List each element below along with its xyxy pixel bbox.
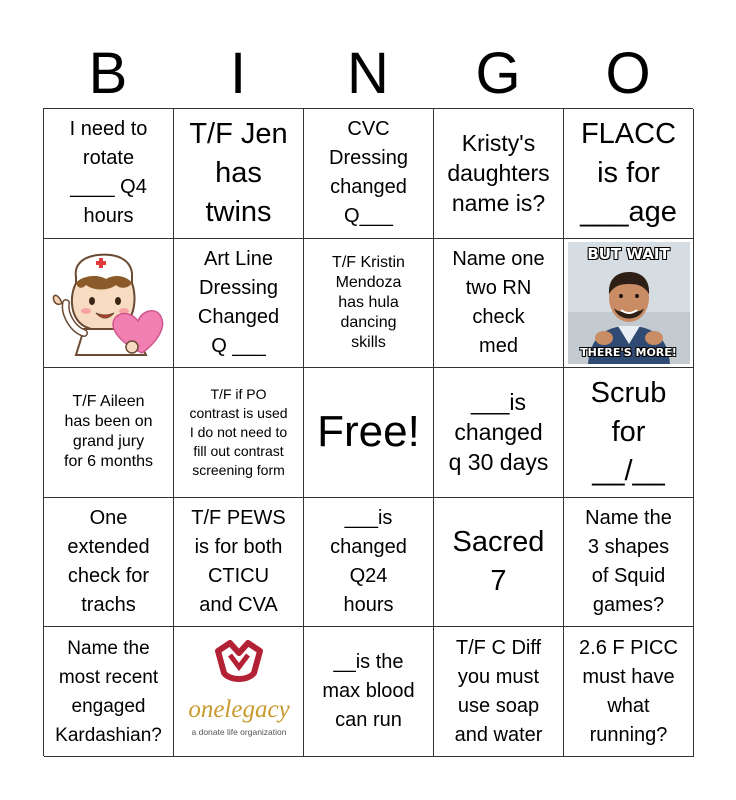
cell-text: T/F Jen has twins (189, 117, 288, 228)
bingo-cell-r3c5[interactable] (564, 368, 694, 498)
bingo-cell-r2c4[interactable] (434, 239, 564, 369)
cell-text: T/F Aileen has been on grand jury for 6 months (64, 393, 153, 471)
bingo-cell-r4c5[interactable] (564, 498, 694, 628)
bingo-cell-r5c2[interactable] (174, 627, 304, 757)
bingo-cell-r4c1[interactable] (44, 498, 174, 628)
header-letter-b: B (88, 41, 128, 106)
bingo-cell-r5c5[interactable] (564, 627, 694, 757)
bingo-board (43, 108, 693, 756)
cell-text: Kristy's daughters name is? (447, 130, 550, 217)
meme-top-caption: BUT WAIT (587, 244, 670, 263)
bingo-cell-r2c2[interactable] (174, 239, 304, 369)
cell-text: 2.6 F PICC must have what running? (579, 636, 678, 746)
bingo-cell-r4c2[interactable] (174, 498, 304, 628)
cell-text: T/F PEWS is for both CTICU and CVA (191, 507, 286, 617)
bingo-header (43, 40, 693, 108)
bingo-cell-r5c4[interactable] (434, 627, 564, 757)
cell-text: Art Line Dressing Changed Q ___ (197, 247, 280, 357)
cell-text: CVC Dressing changed Q___ (329, 118, 408, 228)
cell-text: __is the max blood can run (322, 651, 415, 732)
header-letter-g: G (475, 41, 521, 106)
bingo-cell-r3c2[interactable] (174, 368, 304, 498)
logo-wordmark: onelegacy (187, 695, 290, 723)
cell-text: T/F C Diff you must use soap and water (454, 636, 543, 746)
bingo-cell-r1c1[interactable] (44, 109, 174, 239)
bingo-cell-r2c3[interactable] (304, 239, 434, 369)
cell-text: T/F if PO contrast is used I do not need to fill out contrast screening form (189, 385, 288, 478)
bingo-cell-r1c4[interactable] (434, 109, 564, 239)
bingo-cell-r5c1[interactable] (44, 627, 174, 757)
header-letter-o: O (605, 41, 651, 106)
cell-text: One extended check for trachs (67, 507, 150, 617)
bingo-cell-r4c4[interactable] (434, 498, 564, 628)
cell-text: T/F Kristin Mendoza has hula dancing skills (332, 253, 405, 351)
bingo-cell-r1c5[interactable] (564, 109, 694, 239)
bingo-cell-r1c2[interactable] (174, 109, 304, 239)
bingo-cell-r2c5[interactable] (564, 239, 694, 369)
cell-text: I need to rotate ____ Q4 hours (69, 118, 148, 228)
but-wait-meme-image (568, 242, 690, 364)
header-letter-n: N (347, 41, 389, 106)
cell-text: Scrub for __/__ (590, 376, 667, 487)
bingo-cell-free[interactable] (304, 368, 434, 498)
bingo-cell-r3c1[interactable] (44, 368, 174, 498)
nurse-heart-icon (46, 243, 172, 363)
bingo-cell-r4c3[interactable] (304, 498, 434, 628)
onelegacy-logo (176, 637, 302, 747)
cell-text: Name the 3 shapes of Squid games? (585, 507, 672, 617)
free-space-text: Free! (317, 407, 420, 457)
cell-text: FLACC is for ___age (580, 117, 677, 228)
header-letter-i: I (229, 41, 247, 106)
cell-text: Name one two RN check med (452, 247, 545, 357)
bingo-cell-r3c4[interactable] (434, 368, 564, 498)
bingo-cell-r5c3[interactable] (304, 627, 434, 757)
cell-text: ___is changed Q24 hours (330, 507, 407, 617)
meme-bottom-caption: THERE'S MORE! (580, 345, 677, 359)
cell-text: Name the most recent engaged Kardashian? (55, 637, 162, 746)
cell-text: ___is changed q 30 days (448, 389, 549, 476)
cell-text: Sacred 7 (452, 526, 545, 598)
logo-tagline: a donate life organization (191, 726, 286, 737)
bingo-cell-r1c3[interactable] (304, 109, 434, 239)
bingo-cell-r2c1[interactable] (44, 239, 174, 369)
